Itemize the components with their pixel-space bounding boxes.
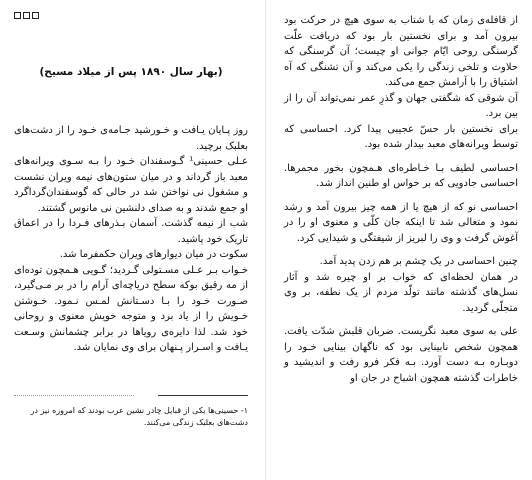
paragraph: شب از نیمه گذشت. آسمان بـذرهای فـردا را در اعماق تاریک خود پاشید. (14, 218, 248, 245)
paragraph: چنین احساسی در یک چشم بر هم زدن پدید آمد. (319, 256, 518, 267)
paragraph-gap (284, 192, 518, 200)
ornament-squares (14, 12, 39, 19)
paragraph: علی به سوی معبد نگریست. ضربان قلبش شدّت یافت. همچون شخص نابینایی بود که ناگهان بینایی خـود را دوبـاره بـه دست آورد. بـه فکر فرو رفت و اندیشید و خاطرات گذشته همچون اشباح در جان او (284, 326, 518, 384)
paragraph-gap (284, 153, 518, 161)
chapter-date-heading: (بهار سال ۱۸۹۰ پس از میلاد مسیح) (39, 66, 223, 78)
ornament-square (14, 12, 21, 19)
paragraph: روز پـایان یـافت و خـورشید جـامه‌ی خـود را از دشت‌های بعلبک برچید. (14, 125, 248, 152)
paragraph-gap (284, 246, 518, 254)
paragraph: عـلی حسینی¹ گـوسفندان خـود را بـه سـوی ویرانه‌های معبد باز گرداند و در میان ستون‌های نیمه ویران نشست و مشغول نی نواختن شد در حالی که گوسفندان‌گرداگرد او جمع شدند و به صدای دلنشین نی مانوس گشتند. (14, 156, 248, 214)
paragraph: احساسی لطیف بـا خـاطره‌ای هـمچون بخور مجمرها. احساسی جادویی که بر حواس او طنین انداز شد. (284, 162, 518, 189)
paragraph: آن شوقی که شگفتی جهان و گذرِ عمر نمی‌تواند آن را از بین برد. (284, 92, 518, 119)
right-page-body (284, 13, 518, 386)
paragraph: احساسی نو که از هیچ یا از همه چیز بیرون آمد و رشد نمود و متعالی شد تا اینکه جان کلّی و معنوی او را در آغوش گرفت و وی را لبریز از شیفتگی و شیدایی کرد. (284, 201, 518, 244)
ornament-square (32, 12, 39, 19)
paragraph: در همان لحظه‌ای که خواب بر او چیره شد و آثار نسل‌های گذشته مانند تولّد مردم از یک نطفه، بر وی متجلّی گردید. (284, 271, 518, 314)
left-page-body (14, 123, 248, 356)
footnote-dotted-rule (14, 395, 134, 396)
footnote: ۱- حسینی‌ها یکی از قبایل چادر نشین عرب بودند که امروزه نیز در دشت‌های بعلبک زندگی می‌کنند. (30, 406, 248, 427)
ornament-square (23, 12, 30, 19)
paragraph: سکوت در میان دیوارهای ویران حکمفرما شد. (59, 249, 248, 260)
right-page (266, 0, 532, 480)
paragraph: از قافله‌ی زمان که با شتاب به سوی هیچ در حرکت بود بیرون آمد و برای نخستین بار بود که دریافت علّت گرسنگی روحی ایّام جوانی او چیست؛ آن گرسنگی که حلاوت و تلخی زندگی را یکی می‌کند و آن تشنگی که آه اشتیاق را با آرامش جمع می‌کند. (284, 15, 518, 88)
paragraph-gap (284, 316, 518, 324)
paragraph: برای نخستین بار حسّ عجیبی پیدا کرد. احساسی که توسط ویرانه‌های معبد بیدار شده بود. (284, 123, 518, 150)
paragraph: خـواب بـر عـلی مسـتولی گـردید؛ گـویی هـمچون توده‌ای از مه رقیق بوکه سطح دریاچه‌ای آرام را در بر مـی‌گیرد، صـورت خـود را بـا دسـتانش لمـس نـمود. خـوشتن خـویش را از یاد برد و متوجه خویش معنوی و روحانی خود شد. لذا دایره‌ی رویاها در برابر چشمانش وسـعت یـافت و اسـرار پـنهان برای وی نمایان شد. (14, 264, 248, 353)
footnote-rule (158, 395, 248, 396)
